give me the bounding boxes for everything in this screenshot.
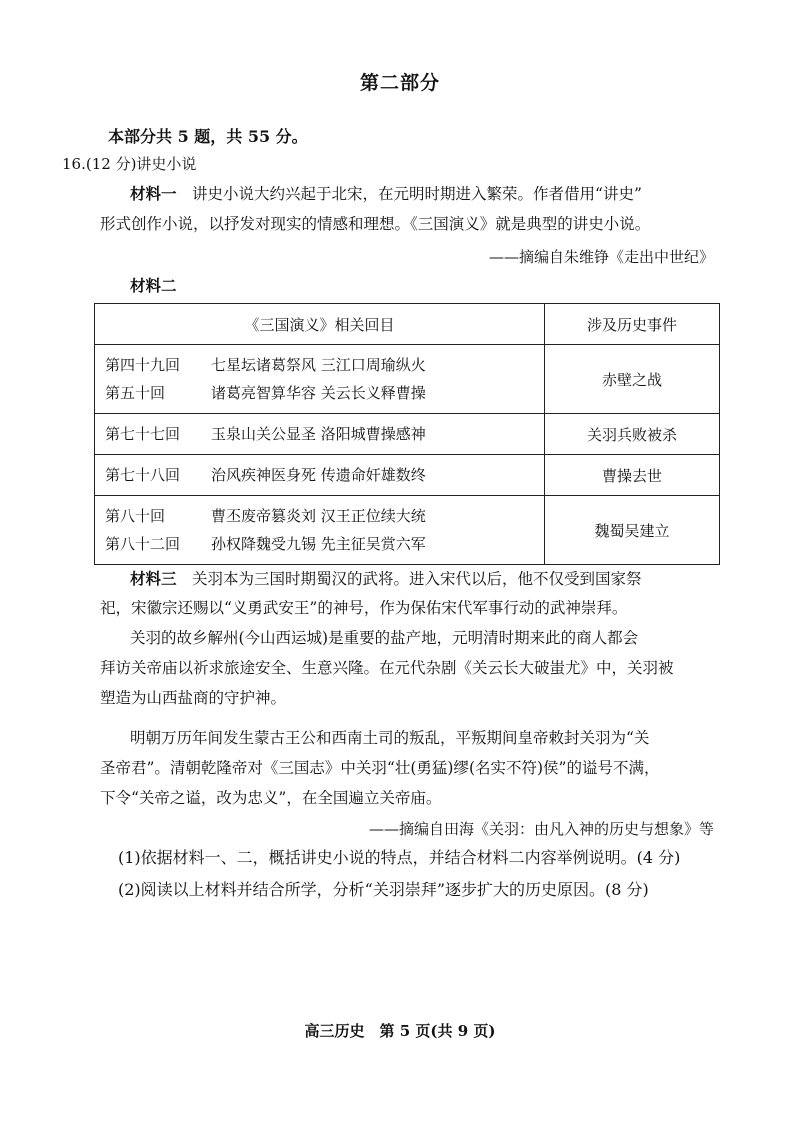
chapter-number: 第五十回 bbox=[105, 384, 166, 402]
table-cell-event: 赤壁之战 bbox=[545, 345, 720, 414]
chapter-title: 玉泉山关公显圣 洛阳城曹操感神 bbox=[211, 425, 426, 443]
question-heading bbox=[62, 153, 196, 174]
material3-p2-line1: 关羽的故乡解州(今山西运城)是重要的盐产地，元明清时期来此的商人都会 bbox=[130, 629, 639, 647]
table-cell-chapters bbox=[95, 345, 545, 414]
material3-source: ——摘编自田海《关羽：由凡入神的历史与想象》等 bbox=[368, 820, 714, 838]
chapter-number: 第七十八回 bbox=[105, 466, 181, 484]
question-topic: 讲史小说 bbox=[136, 155, 197, 173]
material3-p3-line3: 下令“关帝之谥，改为忠义”，在全国遍立关帝庙。 bbox=[100, 789, 442, 807]
page-footer: 高三历史 第 5 页(共 9 页) bbox=[304, 1022, 496, 1040]
table-row bbox=[95, 455, 720, 496]
chapter-number: 第四十九回 bbox=[105, 356, 181, 374]
material1-line2: 形式创作小说，以抒发对现实的情感和理想。《三国演义》就是典型的讲史小说。 bbox=[100, 215, 651, 233]
section-intro: 本部分共 5 题，共 55 分。 bbox=[108, 127, 308, 146]
material3-p3-line1: 明朝万历年间发生蒙古王公和西南土司的叛乱，平叛期间皇帝敕封关羽为“关 bbox=[130, 729, 650, 747]
table-header-chapters: 《三国演义》相关回目 bbox=[95, 304, 545, 345]
table-cell-event: 曹操去世 bbox=[545, 455, 720, 496]
section-title: 第二部分 bbox=[359, 72, 440, 94]
table-row bbox=[95, 496, 720, 565]
table-cell-chapters bbox=[95, 414, 545, 455]
material1-line1 bbox=[130, 184, 642, 204]
question-number: 16. bbox=[62, 155, 86, 173]
material1-label: 材料一 bbox=[130, 184, 177, 203]
table-row bbox=[95, 345, 720, 414]
subquestion-2: (2)阅读以上材料并结合所学，分析“关羽崇拜”逐步扩大的历史原因。(8 分) bbox=[118, 880, 649, 899]
chapter-title: 诸葛亮智算华容 关云长义释曹操 bbox=[211, 384, 426, 402]
table-cell-chapters bbox=[95, 455, 545, 496]
material3-p1-line1 bbox=[130, 569, 642, 589]
chapter-number: 第七十七回 bbox=[105, 425, 181, 443]
material2-label: 材料二 bbox=[130, 276, 177, 295]
material3-text1: 关羽本为三国时期蜀汉的武将。进入宋代以后，他不仅受到国家祭 bbox=[192, 570, 642, 588]
material1-text1: 讲史小说大约兴起于北宋，在元明时期进入繁荣。作者借用“讲史” bbox=[192, 185, 642, 203]
material3-p2-line2: 拜访关帝庙以祈求旅途安全、生意兴隆。在元代杂剧《关云长大破蚩尤》中，关羽被 bbox=[100, 659, 674, 677]
chapters-table bbox=[94, 303, 720, 565]
chapter-title: 七星坛诸葛祭风 三江口周瑜纵火 bbox=[211, 356, 426, 374]
question-score: (12 分) bbox=[85, 155, 137, 173]
chapter-number: 第八十回 bbox=[105, 507, 166, 525]
chapter-number: 第八十二回 bbox=[105, 535, 181, 553]
chapter-title: 曹丕废帝篡炎刘 汉王正位续大统 bbox=[211, 507, 426, 525]
chapter-title: 治风疾神医身死 传遗命奸雄数终 bbox=[211, 466, 426, 484]
table-cell-event: 魏蜀吴建立 bbox=[545, 496, 720, 565]
material3-p1-line2: 祀，宋徽宗还赐以“义勇武安王”的神号，作为保佑宋代军事行动的武神崇拜。 bbox=[100, 599, 628, 617]
material3-p3-line2: 圣帝君”。清朝乾隆帝对《三国志》中关羽“壮(勇猛)缪(名实不符)侯”的谥号不满， bbox=[100, 759, 660, 777]
chapter-title: 孙权降魏受九锡 先主征吴赏六军 bbox=[211, 535, 426, 553]
material1-source: ——摘编自朱维铮《走出中世纪》 bbox=[488, 248, 714, 266]
table-header-row bbox=[95, 304, 720, 345]
table-row bbox=[95, 414, 720, 455]
table-header-events: 涉及历史事件 bbox=[545, 304, 720, 345]
material3-p2-line3: 塑造为山西盐商的守护神。 bbox=[100, 689, 287, 707]
table-cell-chapters bbox=[95, 496, 545, 565]
material3-label: 材料三 bbox=[130, 569, 177, 588]
table-cell-event: 关羽兵败被杀 bbox=[545, 414, 720, 455]
subquestion-1: (1)依据材料一、二，概括讲史小说的特点，并结合材料二内容举例说明。(4 分) bbox=[118, 848, 681, 867]
